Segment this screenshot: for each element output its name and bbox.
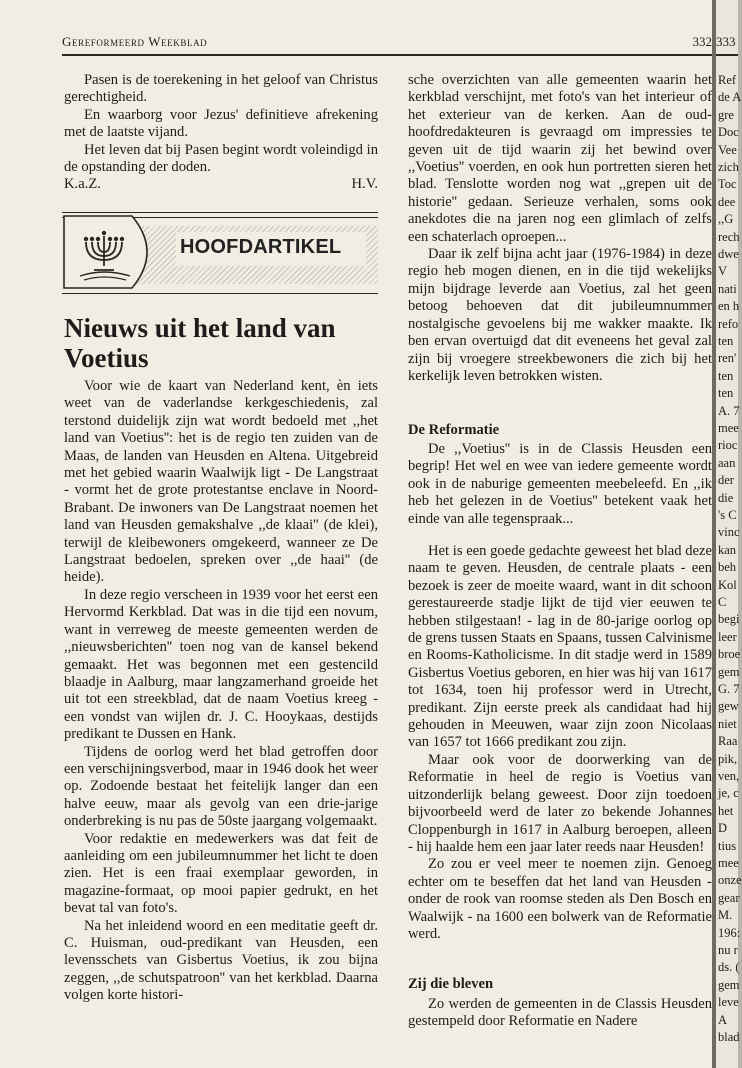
next-page-fragment: ,,G (718, 212, 734, 227)
page-number: 332 (692, 34, 712, 49)
running-header (62, 34, 712, 54)
next-page-fragment: ten (718, 334, 734, 348)
menorah-emblem-icon (62, 214, 162, 290)
next-page-fragment: rech (718, 229, 740, 244)
paragraph: Pasen is de toerekening in het geloof van Christus gerechtigheid. (64, 72, 378, 106)
next-page-fragment: der (718, 473, 734, 488)
article-column-1 (64, 378, 378, 1005)
next-page-fragment: je, c (718, 786, 739, 801)
next-page-fragment: A (718, 1012, 728, 1027)
article-column-2-part-3 (408, 543, 712, 943)
next-page-fragment: Doc (718, 125, 739, 140)
banner-rule-bottom (62, 293, 378, 294)
signature-left: K.a.Z. (64, 176, 101, 193)
paragraph: Maar ook voor de doorwerking van de Reformatie in heel de regio is Voetius van uitzonderlijk belang geweest. Door zijn toedoen bijvoorbeeld werd de later zo bekende Johannes Cloppenburgh in 1617 in Aalburg beroepen, alleen - hij haalde hem een jaar later reeds naar Heusden! (408, 751, 712, 855)
signature-line (64, 176, 378, 193)
paragraph: Voor wie de kaart van Nederland kent, èn iets weet van de vaderlandse kerkgeschiedenis, zal terstond duidelijk zijn wat wordt bedoeld met ,,het land van Voetius'': het is de regio ten zuiden van de Maas, de landen van Heusden en Altena. Uitgebreid met het gebied waarin Waalwijk ligt - De Langstraat - vormt het de grote protestantse enclave in Noord-Brabant. De inwoners van De Langstraat noemen het land van Heusden gemakshalve ,,de klaai'' (de klei), terwijl de kleibewoners omgekeerd, wanneer ze De Langstraat bedoelen, spreken over ,,de haai'' (de heide). (64, 378, 378, 586)
next-page-fragment: gem (718, 664, 740, 679)
next-page-fragment: leer (718, 629, 737, 644)
next-page-fragment: nati (718, 281, 737, 296)
paragraph: sche overzichten van alle gemeenten waarin het kerkblad verschijnt, met foto's van het interieur of het exterieur van de kerken. Aan de oud-hoofdredakteuren is gevraagd om impressies te geven uit de tijd waarin zij het bewind over ,,Voetius'' voerden, en ook hun portretten sieren het blad. Tenslotte worden nog wat ,,grepen uit de historie'' gedaan. Serieuze verhalen, soms ook anekdotes die na jaren nog een glimlach of zelfs een schaterlach oproepen... (408, 72, 712, 245)
article-column-2-part-1 (408, 72, 712, 385)
next-page-fragment: refo (718, 316, 739, 331)
article-column-2-part-4 (408, 996, 712, 1031)
next-page-fragment: A. 7 (718, 403, 740, 418)
next-page-fragment: V (718, 264, 728, 279)
paragraph: Voor redaktie en medewerkers was dat feit de aanleiding om een jubileumnummer het licht te doen zien. Het is een fraai exemplaar geworden, in magazine-formaat, op mooi papier gedrukt, en het bevat tal van foto's. (64, 830, 378, 917)
next-page-fragment: ven, (718, 769, 740, 783)
next-page-fragment: gre (718, 107, 734, 122)
next-page-fragment: leve (718, 995, 739, 1010)
next-page-fragment: gew (718, 699, 739, 714)
next-page-fragment: kan (718, 542, 737, 557)
next-page-fragment: beh (718, 560, 737, 575)
paragraph: De ,,Voetius'' is in de Classis Heusden een begrip! Het wel en wee van iedere gemeente wordt ook in de naburige gemeenten meebeleefd. En ,,ik heb het gelezen in de Voetius'' betekent vaak het einde van alle tegenspraak... (408, 441, 712, 527)
next-page-fragment: D (718, 821, 728, 836)
header-rule (62, 54, 712, 56)
paragraph: Na het inleidend woord en een meditatie geeft dr. C. Huisman, oud-predikant van Heusden, een levensschets van Gisbertus Voetius, ik zou bijna zeggen, ,,de schutspatroon'' van het kerkblad. Daarna volgen korte histori- (64, 917, 378, 1004)
next-page-fragment: broe (718, 647, 741, 662)
next-page-fragment: ren' (718, 351, 737, 366)
next-page-fragment: ten (718, 386, 734, 401)
next-page-fragment: Raa (718, 734, 738, 749)
next-page-header-rule (716, 54, 738, 56)
next-page-fragment: en h (718, 299, 740, 314)
subheading-reformatie: De Reformatie (408, 422, 500, 438)
article-headline: Nieuws uit het land van Voetius (64, 313, 336, 373)
paragraph: En waarborg voor Jezus' definitieve afrekening met de laatste vijand. (64, 106, 378, 141)
next-page-fragment: dwe (718, 247, 739, 261)
next-page-fragment: gear (718, 890, 740, 905)
article-column-2-part-2 (408, 441, 712, 528)
next-page-fragment: Kol (718, 577, 737, 592)
next-page-fragment: de A (718, 90, 742, 105)
signature-right: H.V. (351, 176, 378, 193)
next-page-fragment: G. 7 (718, 682, 740, 696)
paragraph: Het is een goede gedachte geweest het blad deze naam te geven. Heusden, de centrale plaats - een bezoek is zeer de moeite waard, want in dit schoon gerestaureerde stadje lijkt de tijd vier eeuwen te hebben stilgestaan! - lag in de 80-jarige oorlog op de grens tussen Staats en Spaans, tussen Calvinisme en Rooms-Katholicisme. In dit stadje werd in 1589 Gisbertus Voetius geboren, en hier was hij van 1617 tot 1634, toen hij professor werd in Utrecht, predikant. Zijn eerste preek als candidaat had hij gehouden in Meeuwen, waar zijn zoon Nicolaas van 1657 tot 1666 predikant zou zijn. (408, 543, 712, 751)
publication-title: Gereformeerd Weekblad (62, 34, 208, 49)
next-page-fragment: mee (718, 856, 739, 870)
next-page-fragment: 's C (718, 508, 737, 522)
next-page-fragment: Toc (718, 177, 737, 192)
next-page-fragment: tius (718, 838, 737, 853)
next-page-fragment: ds. ( (718, 960, 740, 975)
next-page-fragment: aan (718, 455, 736, 470)
next-page-fragment: nu r (718, 943, 738, 957)
section-banner-title: HOOFDARTIKEL (180, 236, 342, 258)
previous-article-ending (64, 72, 378, 194)
paragraph: Tijdens de oorlog werd het blad getroffen door een verschijningsverbod, maar in 1946 dook het weer op. Zodoende bestaat het feitelijk langer dan een halve eeuw, maar als gevolg van een drie-jarige onderbreking is nu pas de 50ste jaargang volgemaakt. (64, 743, 378, 830)
banner-rule-top (62, 212, 378, 213)
next-page-fragment: vinc (718, 525, 740, 540)
next-page-fragment: het (718, 803, 734, 818)
adjacent-page-edge (716, 0, 742, 1068)
next-page-fragment: begi (718, 612, 740, 627)
paragraph: Daar ik zelf bijna acht jaar (1976-1984) in deze regio heb mogen dienen, en in die tijd wekelijks mijn bijdrage leverde aan Voetius, zal het geen betoog behoeven dat dit jubileumnummer nostalgische gevoelens bij me wakker maakte. Ik ben ervan overtuigd dat dit eveneens het geval zal zijn bij vroegere streekbewoners die zich bij het kerkelijk leven betrokken wisten. (408, 246, 712, 384)
paragraph: Zo werden de gemeenten in de Classis Heusden gestempeld door Reformatie en Nadere (408, 996, 712, 1030)
next-page-fragment: die (718, 490, 734, 505)
next-page-fragment: gem (718, 977, 740, 992)
paragraph: In deze regio verscheen in 1939 voor het eerst een Hervormd Kerkblad. Dat was in die tijd een novum, want in verreweg de meeste gemeenten werden de ,,nieuwsberichten'' toen nog van de kansel bekend gemaakt. Het was begonnen met een gestencild blaadje in Aalburg, maar langzamerhand groeide het uit tot een streekblad, dat de naam Voetius kreeg - een vondst van wijlen dr. J. C. Hooykaas, destijds predikant te Dussen en Hank. (64, 586, 378, 743)
paragraph: Het leven dat bij Pasen begint wordt voleindigd in de opstanding der doden. (64, 141, 378, 176)
next-page-fragment: M. (718, 908, 733, 923)
paragraph: Zo zou er veel meer te noemen zijn. Genoeg echter om te beseffen dat het land van Heusden - onder de rook van roomse steden als Den Bosch en Waalwijk - na 1600 een bolwerk van de Reformatie werd. (408, 856, 712, 942)
next-page-fragment: dee (718, 194, 736, 209)
next-page-fragment: blad (718, 1030, 740, 1044)
next-page-fragment: Ref (718, 73, 737, 87)
next-page-fragment: zich (718, 160, 739, 174)
next-page-number: 333 (716, 34, 736, 49)
next-page-fragment: Vee (718, 142, 737, 157)
next-page-fragment: mee (718, 421, 739, 435)
next-page-fragment: pik, (718, 751, 738, 766)
next-page-fragment: ten (718, 368, 734, 383)
next-page-fragment: rioc (718, 438, 738, 453)
next-page-fragment: 196: (718, 925, 741, 940)
next-page-fragment: niet (718, 716, 737, 731)
subheading-zij-die-bleven: Zij die bleven (408, 976, 494, 992)
next-page-fragment: onze (718, 873, 742, 888)
next-page-fragment: C (718, 595, 727, 609)
